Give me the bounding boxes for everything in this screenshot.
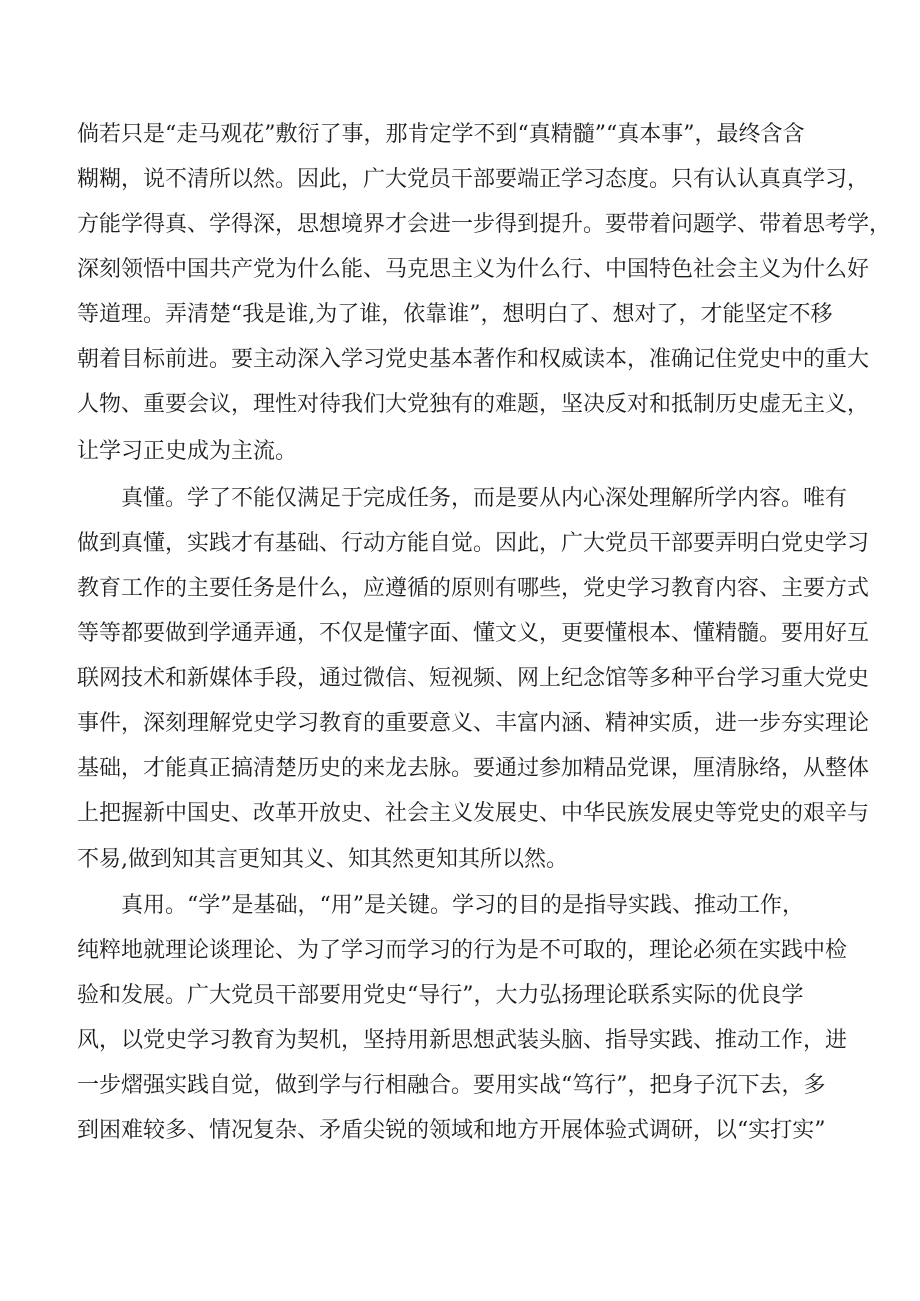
text-line: 教育工作的主要任务是什么，应遵循的原则有哪些，党史学习教育内容、主要方式 (77, 576, 870, 601)
text-line: 不易,做到知其言更知其义、知其然更知其所以然。 (77, 847, 568, 872)
text-line: 到困难较多、情况复杂、矛盾尖锐的领域和地方开展体验式调研，以“实打实” (77, 1118, 826, 1143)
text-line: 让学习正史成为主流。 (77, 439, 298, 464)
text-line: 方能学得真、学得深，思想境界才会进一步得到提升。要带着问题学、带着思考学， (77, 212, 892, 237)
text-line: 联网技术和新媒体手段，通过微信、短视频、网上纪念馆等多种平台学习重大党史 (77, 666, 870, 691)
text-line: 等等都要做到学通弄通，不仅是懂字面、懂文义，更要懂根本、懂精髓。要用好互 (77, 621, 870, 646)
text-line: 纯粹地就理论谈理论、为了学习而学习的行为是不可取的，理论必须在实践中检 (77, 938, 848, 963)
text-line: 事件，深刻理解党史学习教育的重要意义、丰富内涵、精神实质，进一步夯实理论 (77, 711, 870, 736)
text-line: 验和发展。广大党员干部要用党史“导行”，大力弘扬理论联系实际的优良学 (77, 983, 804, 1008)
paragraph-start-line: 真懂。学了不能仅满足于完成任务，而是要从内心深处理解所学内容。唯有 (121, 486, 848, 511)
text-line: 人物、重要会议，理性对待我们大党独有的难题，坚决反对和抵制历史虚无主义， (77, 392, 870, 417)
text-line: 上把握新中国史、改革开放史、社会主义发展史、中华民族发展史等党史的艰辛与 (77, 801, 870, 826)
text-line: 糊糊，说不清所以然。因此，广大党员干部要端正学习态度。只有认认真真学习， (77, 167, 870, 192)
text-line: 风，以党史学习教育为契机，坚持用新思想武装头脑、指导实践、推动工作，进 (77, 1028, 848, 1053)
text-line: 深刻领悟中国共产党为什么能、马克思主义为什么行、中国特色社会主义为什么好 (77, 257, 870, 282)
text-line: 朝着目标前进。要主动深入学习党史基本著作和权威读本，准确记住党史中的重大 (77, 347, 870, 372)
text-line: 基础，才能真正搞清楚历史的来龙去脉。要通过参加精品党课，厘清脉络，从整体 (77, 756, 870, 781)
text-line: 倘若只是“走马观花”敷衍了事，那肯定学不到“真精髓”“真本事”，最终含含 (77, 122, 805, 147)
text-line: 一步熠强实践自觉，做到学与行相融合。要用实战“笃行”，把身子沉下去，多 (77, 1073, 826, 1098)
text-line: 等道理。弄清楚“我是谁,为了谁，依靠谁”，想明白了、想对了，才能坚定不移 (77, 302, 833, 327)
text-line: 做到真懂，实践才有基础、行动方能自觉。因此，广大党员干部要弄明白党史学习 (77, 531, 870, 556)
paragraph-start-line: 真用。“学”是基础，“用”是关键。学习的目的是指导实践、推动工作， (121, 893, 804, 918)
